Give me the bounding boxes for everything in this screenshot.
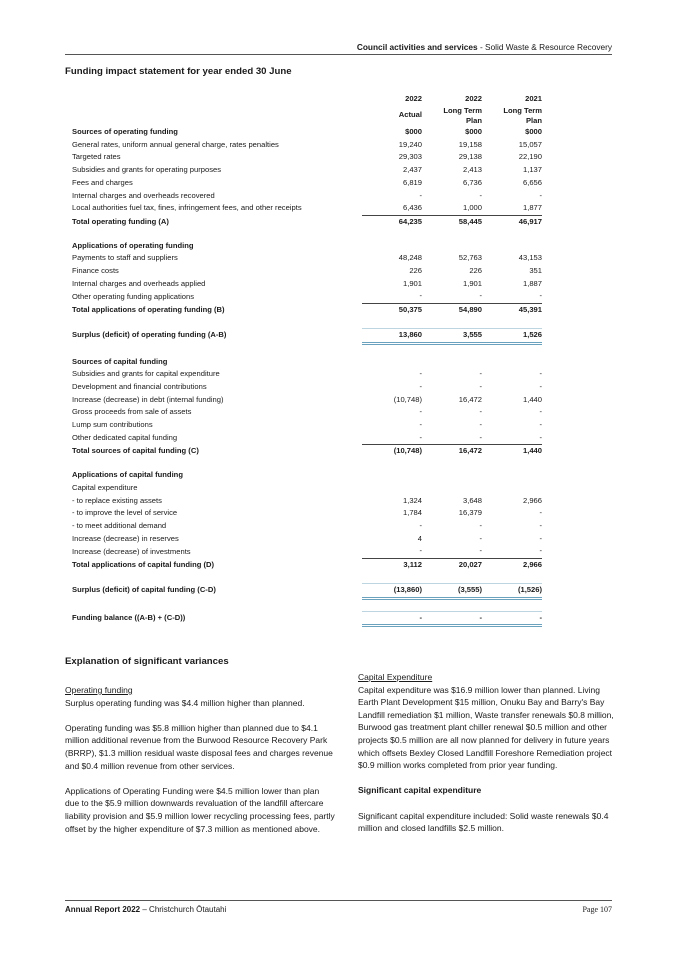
table-row: [72, 151, 542, 164]
row-value: 3,112: [362, 559, 422, 572]
row-value: 45,391: [482, 304, 542, 317]
row-value: 4: [417, 533, 422, 543]
row-value: -: [419, 369, 422, 379]
row-value: 1,887: [522, 278, 542, 288]
column-subheader-row: [72, 104, 542, 126]
row-value: (1,526): [482, 583, 542, 598]
row-label: Applications of operating funding: [72, 240, 194, 250]
row-value: [362, 356, 422, 369]
row-value: [482, 469, 542, 482]
row-value: 226: [409, 266, 422, 276]
row-value: 19,158: [458, 139, 482, 149]
row-value: -: [539, 546, 542, 556]
table-row: [72, 328, 542, 343]
col-plan-label-2021: Long Term Plan: [503, 106, 542, 125]
row-value: 3,648: [462, 495, 482, 505]
variance-explanation-title: Explanation of significant variances: [65, 656, 229, 667]
row-value: -: [362, 611, 422, 626]
row-label: Surplus (deficit) of capital funding (C-D): [72, 585, 216, 595]
row-value: -: [479, 381, 482, 391]
row-label: Total applications of operating funding (B): [72, 304, 225, 314]
row-label: Subsidies and grants for capital expenditure: [72, 369, 220, 379]
row-value: -: [479, 546, 482, 556]
table-row: [72, 482, 542, 495]
row-value: -: [539, 533, 542, 543]
row-value: (10,748): [393, 394, 422, 404]
statement-title: Funding impact statement for year ended 30 June: [65, 66, 292, 77]
row-value: -: [482, 611, 542, 626]
table-row: [72, 265, 542, 278]
row-value: -: [419, 520, 422, 530]
operating-funding-paragraph-2: Operating funding was $5.8 million higher than planned due to $4.1 million additional revenue from the Burwood Resource Recovery Park (BRRP), $1.3 million residual waste disposal fees and charges revenue and $0.4 million revenue from other services.: [65, 722, 333, 771]
row-label: Internal charges and overheads applied: [72, 278, 206, 288]
row-label: Other dedicated capital funding: [72, 433, 178, 443]
row-value: -: [479, 369, 482, 379]
row-value: 48,248: [398, 253, 422, 263]
row-value: [422, 356, 482, 369]
row-value: 54,890: [422, 304, 482, 317]
row-value: -: [479, 432, 482, 442]
row-value: -: [539, 420, 542, 430]
capital-expenditure-heading: Capital Expenditure: [358, 672, 433, 682]
table-row: [72, 139, 542, 152]
table-row: [72, 445, 542, 458]
row-value: 13,860: [362, 328, 422, 343]
row-value: 3,555: [422, 328, 482, 343]
row-label: Increase (decrease) in debt (internal funding): [72, 394, 224, 404]
row-value: 29,303: [398, 152, 422, 162]
row-label: General rates, uniform annual general charge, rates penalties: [72, 139, 279, 149]
table-row: [72, 432, 542, 445]
row-value: 2,413: [462, 165, 482, 175]
table-row: [72, 495, 542, 508]
variance-left-column: [65, 684, 335, 848]
row-value: -: [479, 420, 482, 430]
table-row: [72, 381, 542, 394]
row-value: -: [419, 407, 422, 417]
row-label: Subsidies and grants for operating purposes: [72, 165, 222, 175]
operating-funding-heading: Operating funding: [65, 685, 133, 695]
table-row: [72, 583, 542, 598]
row-value: -: [539, 291, 542, 301]
row-label: Local authorities fuel tax, fines, infringement fees, and other receipts: [72, 203, 302, 213]
col-2022-plan-header: 2022: [465, 94, 482, 103]
table-row: [72, 520, 542, 533]
footer-report-title: Annual Report 2022 – Christchurch Ōtautahi: [65, 905, 227, 914]
table-row: [72, 356, 542, 369]
row-value: 1,877: [522, 203, 542, 213]
row-value: 1,440: [482, 445, 542, 458]
header-section-subtitle: - Solid Waste & Resource Recovery: [477, 42, 612, 52]
row-value: 6,436: [402, 203, 422, 213]
row-value: -: [539, 407, 542, 417]
significant-capex-heading: Significant capital expenditure: [358, 785, 482, 796]
row-value: -: [422, 611, 482, 626]
column-header-row: [72, 93, 542, 104]
row-label: Total applications of capital funding (D): [72, 559, 215, 569]
table-row: [72, 252, 542, 265]
funding-impact-table: [72, 93, 542, 627]
row-value: [422, 482, 482, 495]
spacer-row: [72, 317, 542, 329]
row-value: 351: [529, 266, 542, 276]
table-row: [72, 126, 542, 139]
row-value: 15,057: [518, 139, 542, 149]
row-label: - to meet additional demand: [72, 520, 167, 530]
row-value: 2,437: [402, 165, 422, 175]
row-value: [482, 240, 542, 253]
table-row: [72, 240, 542, 253]
row-value: 58,445: [422, 215, 482, 228]
table-row: [72, 368, 542, 381]
table-row: [72, 202, 542, 215]
page-header: [357, 42, 612, 52]
table-row: [72, 190, 542, 203]
row-label: Development and financial contributions: [72, 381, 207, 391]
row-value: -: [419, 432, 422, 442]
row-value: 1,000: [462, 203, 482, 213]
page-number: Page 107: [582, 905, 612, 914]
row-value: 29,138: [458, 152, 482, 162]
row-label: - to replace existing assets: [72, 495, 162, 505]
row-value: [482, 482, 542, 495]
table-row: [72, 304, 542, 317]
row-value: 226: [469, 266, 482, 276]
row-value: 1,137: [522, 165, 542, 175]
row-value: 6,819: [402, 177, 422, 187]
table-row: [72, 611, 542, 626]
row-label: Increase (decrease) in reserves: [72, 533, 179, 543]
row-value: 19,240: [398, 139, 422, 149]
row-value: -: [539, 369, 542, 379]
row-value: -: [479, 407, 482, 417]
row-value: -: [479, 190, 482, 200]
table-row: [72, 469, 542, 482]
col-actual-label: Actual: [398, 110, 422, 119]
spacer-row: [72, 572, 542, 584]
row-value: -: [419, 546, 422, 556]
variance-right-column: [358, 671, 618, 847]
row-value: 1,901: [462, 278, 482, 288]
row-value: -: [539, 508, 542, 518]
row-value: -: [539, 520, 542, 530]
row-value: [422, 469, 482, 482]
table-row: [72, 545, 542, 558]
capital-expenditure-paragraph: Capital expenditure was $16.9 million lower than planned. Living Earth Plant Development $15 million, Onuku Bay and Barry's Bay Landfill remediation $1 million, Waste transfer renewals $0.8 million, Burwood gas treatment plant chiller renewal $0.5 million and other projects $0.5 million are all now planned for delivery in future years which offsets Bexley Closed Landfill Foreshore Remediation project $0.9 million works completed from prior year funding.: [358, 684, 614, 771]
row-label: Sources of operating funding: [72, 127, 178, 136]
table-row: [72, 164, 542, 177]
row-value: [362, 240, 422, 253]
row-value: (3,555): [422, 583, 482, 598]
table-row: [72, 215, 542, 228]
row-label: Finance costs: [72, 266, 119, 276]
row-label: Total operating funding (A): [72, 216, 169, 226]
table-row: [72, 278, 542, 291]
row-value: 46,917: [482, 215, 542, 228]
col-2021-plan-header: 2021: [525, 94, 542, 103]
row-label: Fees and charges: [72, 177, 133, 187]
table-row: [72, 559, 542, 572]
row-value: 6,736: [462, 177, 482, 187]
row-value: -: [539, 432, 542, 442]
row-label: Surplus (deficit) of operating funding (A-B): [72, 330, 227, 340]
table-row: [72, 406, 542, 419]
row-value: 2,966: [522, 495, 542, 505]
row-value: [482, 356, 542, 369]
row-value: -: [419, 291, 422, 301]
row-value: 1,324: [402, 495, 422, 505]
row-value: 1,901: [402, 278, 422, 288]
row-value: [422, 240, 482, 253]
header-section-title: Council activities and services: [356, 42, 478, 52]
table-row: [72, 419, 542, 432]
row-value: -: [419, 420, 422, 430]
row-value: 16,379: [458, 508, 482, 518]
spacer-row: [72, 343, 542, 356]
header-divider: [65, 54, 612, 55]
row-label: Capital expenditure: [72, 482, 138, 492]
table-row: [72, 290, 542, 303]
row-label: Sources of capital funding: [72, 356, 168, 366]
row-label: Increase (decrease) of investments: [72, 546, 191, 556]
row-value: 43,153: [518, 253, 542, 263]
row-label: Payments to staff and suppliers: [72, 253, 178, 263]
row-value: (13,860): [362, 583, 422, 598]
row-label: Funding balance ((A-B) + (C-D)): [72, 613, 186, 622]
operating-funding-paragraph-3: Applications of Operating Funding were $4.5 million lower than plan due to the $5.9 million downwards revaluation of the landfill aftercare liability provision and $5.9 million lower recycling processing fees, partly offset by the higher expenditure of $7.3 million as mentioned above.: [65, 785, 335, 834]
spacer-row: [72, 229, 542, 240]
row-value: -: [479, 520, 482, 530]
significant-capex-paragraph: Significant capital expenditure included: Solid waste renewals $0.4 million and closed landfills $2.5 million.: [358, 810, 609, 834]
table-row: [72, 394, 542, 407]
row-label: Internal charges and overheads recovered: [72, 190, 215, 200]
row-value: $000: [525, 127, 542, 136]
operating-funding-paragraph-1: Surplus operating funding was $4.4 million higher than planned.: [65, 697, 305, 708]
row-value: -: [479, 291, 482, 301]
row-value: -: [539, 190, 542, 200]
row-value: -: [419, 381, 422, 391]
spacer-row: [72, 458, 542, 469]
row-value: 20,027: [422, 559, 482, 572]
row-value: 1,784: [402, 508, 422, 518]
spacer-row: [72, 598, 542, 611]
row-value: 1,526: [482, 328, 542, 343]
row-value: $000: [465, 127, 482, 136]
row-value: 50,375: [362, 304, 422, 317]
row-value: [362, 469, 422, 482]
row-label: Total sources of capital funding (C): [72, 446, 199, 456]
row-value: 16,472: [458, 394, 482, 404]
row-label: Lump sum contributions: [72, 420, 153, 430]
table-row: [72, 507, 542, 520]
row-value: -: [539, 381, 542, 391]
footer-divider: [65, 900, 612, 901]
row-value: 1,440: [522, 394, 542, 404]
row-value: -: [419, 190, 422, 200]
row-value: 6,656: [522, 177, 542, 187]
row-value: $000: [405, 127, 422, 136]
col-plan-label: Long Term Plan: [443, 106, 482, 125]
row-value: 16,472: [422, 445, 482, 458]
row-label: Gross proceeds from sale of assets: [72, 407, 192, 417]
row-value: 2,966: [482, 559, 542, 572]
row-value: 64,235: [362, 215, 422, 228]
row-value: 52,763: [458, 253, 482, 263]
row-value: [362, 482, 422, 495]
row-value: -: [479, 533, 482, 543]
col-2022-actual-header: 2022: [405, 94, 422, 103]
row-label: Applications of capital funding: [72, 470, 183, 480]
row-value: 22,190: [518, 152, 542, 162]
row-label: - to improve the level of service: [72, 508, 178, 518]
row-value: (10,748): [362, 445, 422, 458]
row-label: Targeted rates: [72, 152, 121, 162]
table-row: [72, 533, 542, 546]
table-row: [72, 177, 542, 190]
row-label: Other operating funding applications: [72, 291, 195, 301]
